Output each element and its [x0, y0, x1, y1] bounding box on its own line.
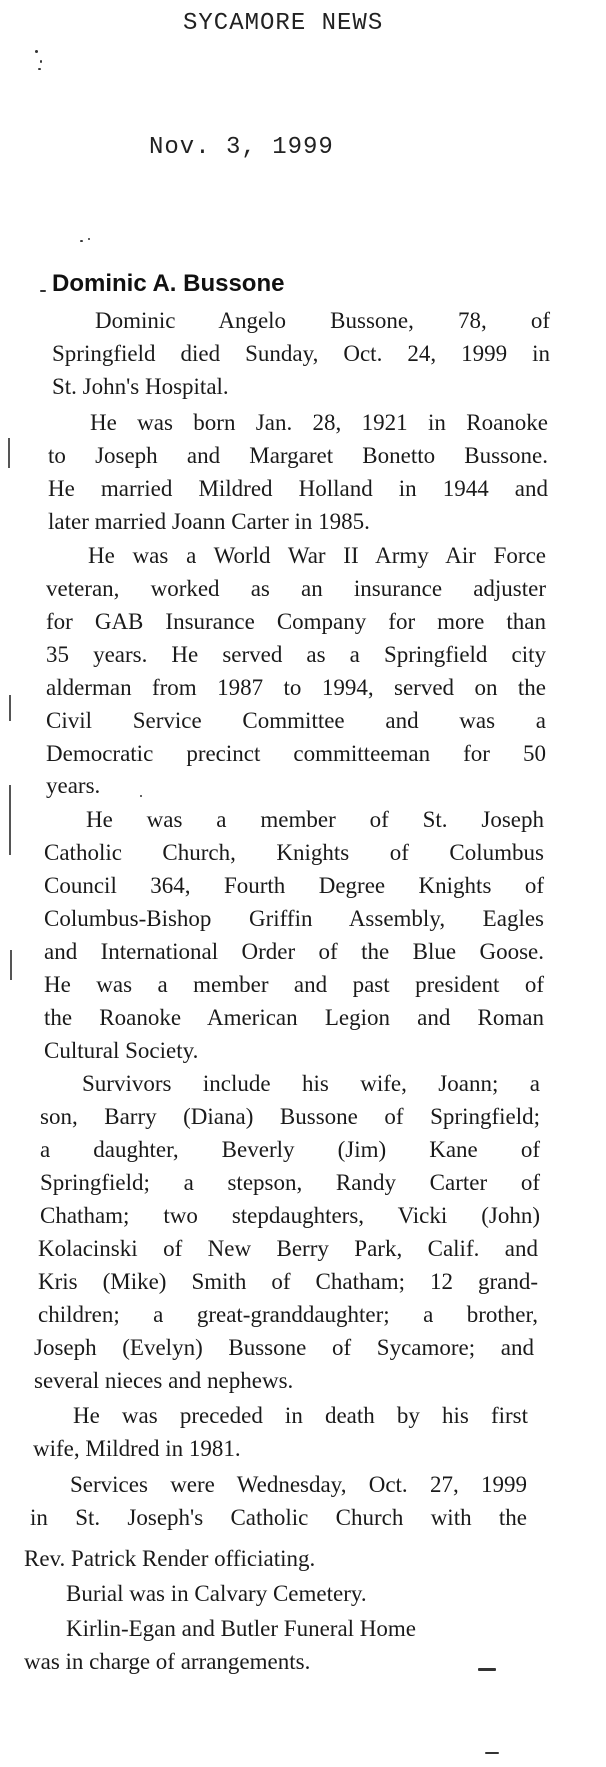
obituary-line: He married Mildred Holland in 1944 and: [48, 476, 548, 501]
obituary-line: Survivors include his wife, Joann; a: [82, 1071, 540, 1096]
obituary-line: Springfield died Sunday, Oct. 24, 1999 in: [52, 341, 550, 366]
obituary-line: St. John's Hospital.: [52, 374, 229, 399]
scan-speck: [88, 238, 90, 240]
scan-edge-mark: [8, 438, 10, 468]
obituary-line: was in charge of arrangements.: [24, 1649, 311, 1674]
obituary-line: Democratic precinct committeeman for 50: [46, 741, 546, 766]
obituary-line: Kolacinski of New Berry Park, Calif. and: [38, 1236, 538, 1261]
obituary-line: to Joseph and Margaret Bonetto Bussone.: [48, 443, 548, 468]
obituary-line: alderman from 1987 to 1994, served on the: [46, 675, 546, 700]
obituary-line: Kirlin-Egan and Butler Funeral Home: [66, 1616, 417, 1641]
obituary-line: a daughter, Beverly (Jim) Kane of: [40, 1137, 540, 1162]
obituary-line: He was preceded in death by his first: [73, 1403, 528, 1428]
obituary-line: several nieces and nephews.: [34, 1368, 294, 1393]
obituary-line: He was a World War II Army Air Force: [88, 543, 546, 568]
obituary-line: veteran, worked as an insurance adjuster: [46, 576, 546, 601]
obituary-line: for GAB Insurance Company for more than: [46, 609, 546, 634]
scan-edge-mark: [10, 950, 12, 980]
obituary-line: He was a member and past president of: [44, 972, 544, 997]
scan-speck: [478, 1668, 496, 1671]
publication-date: Nov. 3, 1999: [149, 134, 334, 161]
obituary-line: Council 364, Fourth Degree Knights of: [44, 873, 544, 898]
obituary-line: Springfield; a stepson, Randy Carter of: [40, 1170, 540, 1195]
obituary-line: Dominic Angelo Bussone, 78, of: [95, 308, 550, 333]
obituary-line: later married Joann Carter in 1985.: [48, 509, 370, 534]
obituary-line: 35 years. He served as a Springfield city: [46, 642, 546, 667]
obituary-line: Cultural Society.: [44, 1038, 199, 1063]
obituary-line: Civil Service Committee and was a: [46, 708, 546, 733]
obituary-heading: Dominic A. Bussone: [52, 270, 285, 297]
obituary-line: children; a great-granddaughter; a brother,: [38, 1302, 538, 1327]
obituary-line: Rev. Patrick Render officiating.: [24, 1546, 316, 1571]
scan-speck: [38, 68, 41, 70]
obituary-line: He was a member of St. Joseph: [86, 807, 544, 832]
obituary-line: in St. Joseph's Catholic Church with the: [30, 1505, 527, 1530]
obituary-line: He was born Jan. 28, 1921 in Roanoke: [90, 410, 548, 435]
scan-speck: [140, 795, 142, 797]
obituary-line: the Roanoke American Legion and Roman: [44, 1005, 544, 1030]
scan-speck: [485, 1752, 499, 1754]
obituary-line: Burial was in Calvary Cemetery.: [66, 1581, 367, 1606]
obituary-line: Joseph (Evelyn) Bussone of Sycamore; and: [34, 1335, 534, 1360]
obituary-line: and International Order of the Blue Goose.: [44, 939, 544, 964]
obituary-line: years.: [46, 773, 101, 798]
scan-edge-mark: [9, 785, 11, 855]
obituary-line: Kris (Mike) Smith of Chatham; 12 grand-: [38, 1269, 538, 1294]
publication-header: SYCAMORE NEWS: [183, 10, 384, 37]
scan-speck: [40, 60, 42, 63]
scan-speck: [80, 240, 83, 242]
obituary-line: son, Barry (Diana) Bussone of Springfield;: [40, 1104, 540, 1129]
obituary-line: Chatham; two stepdaughters, Vicki (John): [40, 1203, 540, 1228]
scan-edge-mark: [9, 695, 11, 721]
scan-speck: [40, 290, 46, 292]
obituary-line: Services were Wednesday, Oct. 27, 1999: [70, 1472, 527, 1497]
obituary-line: wife, Mildred in 1981.: [33, 1436, 241, 1461]
obituary-line: Columbus-Bishop Griffin Assembly, Eagles: [44, 906, 544, 931]
obituary-line: Catholic Church, Knights of Columbus: [44, 840, 544, 865]
scan-speck: [35, 50, 38, 53]
